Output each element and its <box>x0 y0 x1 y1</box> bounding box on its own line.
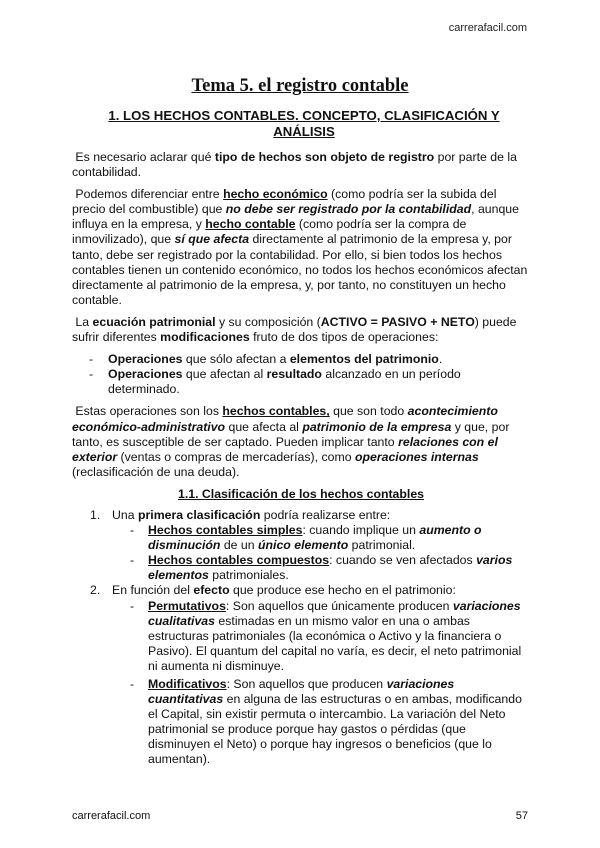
text: : Son aquellos que únicamente producen <box>225 598 453 613</box>
paragraph-4 <box>72 404 530 479</box>
classification-list <box>72 508 530 768</box>
text: La <box>75 314 93 329</box>
text-bold-underline: Modificativos <box>148 677 227 691</box>
text: Podemos diferenciar entre <box>75 187 224 202</box>
text: En función del <box>112 583 194 598</box>
text-bold-underline: Hechos contables simples <box>148 523 303 538</box>
list-item <box>112 553 530 583</box>
text-bold-italic: patrimonio de la empresa <box>302 419 452 434</box>
sub-list <box>112 523 530 583</box>
text: directamente al patrimonio de la empresa y, por tanto, debe ser registrado por la contabilidad. Por ello, si bien todos los hechos contables tienen un contenido económico, no todos los hechos económicos afectan directamente al patrimonio de la empresa, y, por tanto, no constituyen un hecho contable. <box>72 232 528 307</box>
text-bold-underline: hechos contables, <box>222 404 330 419</box>
text: Estas operaciones son los <box>75 404 223 419</box>
text-bold: efecto <box>193 583 230 598</box>
text-bold: primera clasificación <box>137 507 261 522</box>
subsection-title: 1.1. Clasificación de los hechos contables <box>177 486 425 501</box>
text: y su composición ( <box>215 314 321 329</box>
text-bold-italic: no debe ser registrado por la contabilidad <box>225 202 472 217</box>
paragraph-3 <box>72 315 530 345</box>
text-bold-underline: Hechos contables compuestos <box>148 553 330 568</box>
text: Una <box>112 507 138 522</box>
text-bold-underline: hecho económico <box>223 187 328 202</box>
text-bold: Operaciones <box>108 352 183 367</box>
paragraph-2 <box>72 187 530 308</box>
text-bold-italic: único elemento <box>258 538 349 553</box>
text: patrimonial. <box>348 538 416 553</box>
text: ) puede sufrir diferentes <box>72 314 517 345</box>
text-bold-italic: relaciones con el exterior <box>72 434 498 464</box>
text: de un <box>220 538 259 553</box>
text-bold: modificaciones <box>160 330 250 345</box>
document-body <box>72 150 530 768</box>
list-item <box>112 599 530 674</box>
text-bold: resultado <box>266 367 322 382</box>
footer-site: carrerafacil.com <box>72 810 151 822</box>
list-item <box>72 352 530 367</box>
text: podría realizarse entre: <box>260 507 391 522</box>
text-bold: ecuación patrimonial <box>92 314 216 329</box>
text-bold-italic: variaciones cuantitativas <box>148 677 455 707</box>
text: (reclasificación de una deuda). <box>72 464 240 479</box>
text-bold: tipo de hechos son objeto de registro <box>214 150 435 164</box>
text: (como podría ser la compra de inmovilizado), que <box>72 217 467 247</box>
text-bold: ACTIVO = PASIVO + NETO <box>320 314 475 329</box>
list-number: 2. <box>90 583 101 598</box>
text: que produce ese hecho en el patrimonio: <box>229 583 456 598</box>
text-bold-italic: acontecimiento económico-administrativo <box>72 404 498 434</box>
text-bold-italic: aumento o disminución <box>148 523 482 553</box>
text: : Son aquellos que producen <box>226 677 387 691</box>
page-number: 57 <box>515 810 528 822</box>
text-bold-underline: hecho contable <box>205 217 296 232</box>
section-title: 1. LOS HECHOS CONTABLES. CONCEPTO, CLASIFICACIÓN Y ANÁLISIS <box>108 108 500 139</box>
operations-list <box>72 352 530 397</box>
text: que son todo <box>329 404 408 419</box>
list-item <box>72 367 530 397</box>
page-title: Tema 5. el registro contable <box>191 76 409 96</box>
text-bold-italic: varios elementos <box>148 553 513 583</box>
text: que afectan al <box>182 367 267 382</box>
list-number: 1. <box>90 507 101 522</box>
text-bold-italic: sí que afecta <box>174 232 250 247</box>
text: : cuando implique un <box>302 523 420 538</box>
list-item <box>112 523 530 553</box>
text: (ventas o compras de mercaderías), como <box>117 449 355 464</box>
text: alcanzado en un período determinado. <box>108 367 461 397</box>
text: por parte de la contabilidad. <box>72 150 517 180</box>
text: en alguna de las estructuras o en ambas, modificando el Capital, sin existir permuta o intercambio. La variación del Neto patrimonial se produce porque hay gastos o pérdidas (que disminuyen el Neto) o porque hay ingresos o beneficios (que lo aumentan). <box>148 692 522 767</box>
text: fruto de dos tipos de operaciones: <box>249 330 439 345</box>
text: que afecta al <box>225 419 303 434</box>
text: y que, por tanto, es susceptible de ser captado. Pueden implicar tanto <box>72 419 510 449</box>
text: patrimoniales. <box>208 568 289 583</box>
text-bold: Operaciones <box>108 367 183 382</box>
text-bold-italic: variaciones cualitativas <box>148 598 521 628</box>
list-item <box>112 677 530 768</box>
text: : cuando se ven afectados <box>329 553 477 568</box>
text: estimadas en un mismo valor en una o ambas estructuras patrimoniales (la económica o Activo y la financiera o Pasivo). El quantum del capital no varía, es decir, el neto patrimonial ni aumenta ni disminuye. <box>148 613 522 673</box>
text: , aunque influya en la empresa, y <box>72 202 519 232</box>
text: que sólo afectan a <box>182 352 290 367</box>
text-bold: elementos del patrimonio <box>289 352 439 367</box>
header-site: carrerafacil.com <box>448 22 527 34</box>
text: (como podría ser la subida del precio del combustible) que <box>72 187 497 217</box>
sub-list <box>112 599 530 768</box>
list-item <box>72 583 530 767</box>
paragraph-1 <box>72 150 530 180</box>
text-bold-underline: Permutativos <box>148 598 226 613</box>
text-bold-italic: operaciones internas <box>354 449 479 464</box>
text: Es necesario aclarar qué <box>75 150 215 164</box>
list-item <box>72 508 530 583</box>
text: . <box>438 352 443 367</box>
